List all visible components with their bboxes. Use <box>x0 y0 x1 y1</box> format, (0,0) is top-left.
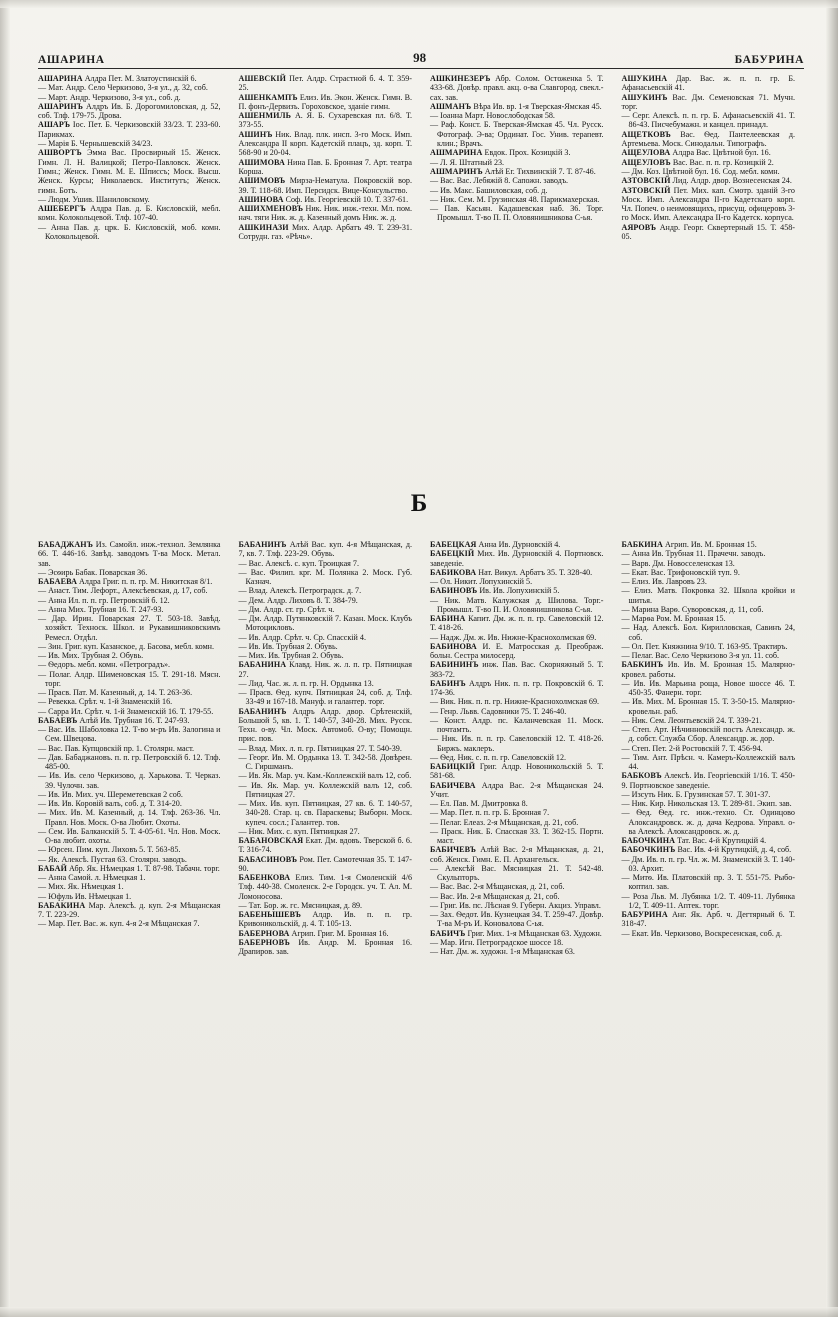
entry-sub-line: — Ив. Ив. Мих. уч. Шереметевская 2 соб. <box>38 790 221 799</box>
entry-sub-line: — Мар. Пет. п. п. гр. Б. Бронная 7. <box>430 808 604 817</box>
entry-details: Вас. Вас. п. п. гр. Козицкій 2. <box>672 157 774 167</box>
entry-sub-line: — Эсѳирь Бабак. Поварская 36. <box>38 568 221 577</box>
entry-surname: БАБИНОВА <box>430 641 477 651</box>
directory-entry <box>622 176 796 185</box>
entry-sub-line: — Конст. Алдр. пс. Каланчевская 11. Моск. почтамтъ. <box>430 716 604 735</box>
directory-entry <box>430 660 604 679</box>
entry-sub-line: — Мих. Ив. М. Казенный, д. 14. Тлф. 263-36. Чл. Правл. Нов. Моск. О-ва Любит. Охоты. <box>38 808 221 827</box>
entry-sub-line: — Дар. Ирин. Поварская 27. Т. 503-18. Завѣд. хозяйст. Техноск. Школ. и Рукавишниковскимъ Ремесл. Отдѣл. <box>38 614 221 642</box>
entry-sub-line: — Нат. Дм. ж. художн. 1-я Мѣщанская 63. <box>430 947 604 956</box>
entry-sub-line: — Ник. Кир. Никольская 13. Т. 289-81. Экип. зав. <box>622 799 796 808</box>
directory-entry <box>430 845 604 864</box>
entry-details: Алексѣ. Ив. Георгіевскій 1/16. Т. 450-9. Портновское заведеніе. <box>621 771 795 790</box>
entry-surname: БАБЕНКОВА <box>238 873 291 882</box>
directory-entry <box>622 845 796 854</box>
entry-sub-line: — Прасв. Пат. М. Казенный, д. 14. Т. 263-36. <box>38 688 221 697</box>
entry-sub-line: — Праск. Ник. Б. Спасская 33. Т. 362-15. Портн. маст. <box>430 827 604 846</box>
entry-sub-line: — Дав. Бабаджановъ. п. п. гр. Петровскій б. 12. Тлф. 485-00. <box>38 753 221 772</box>
page-edge-right <box>826 0 838 1317</box>
entry-sub-line: — Екат. Ив. Черкизово, Воскресенская, соб. д. <box>622 929 796 938</box>
directory-entry <box>239 223 413 242</box>
entry-sub-line: — Ѳедоръ. мебл. комн. «Петроградъ». <box>38 660 221 669</box>
entry-sub-line: — Степ. Арт. Нѣчинновскій постъ Александр. ж. д. собст. Служба Сбор. Александр. ж. дор. <box>622 725 796 744</box>
directory-entry <box>239 910 413 929</box>
entry-sub-line: — Людм. Ушив. Шаниловскому. <box>38 195 221 204</box>
entry-details: Нина Пав. Б. Бронная 7. Арт. театра Корша. <box>238 157 412 176</box>
entry-sub-line: — Зин. Григ. куп. Казанское, д. Басова, мебл. комн. <box>38 642 221 651</box>
entry-surname: БАБАЙ <box>38 863 67 873</box>
header-rule <box>38 68 804 69</box>
entry-surname: БАБИНА <box>430 614 466 623</box>
directory-entry <box>622 540 796 549</box>
entry-surname: БАБЕРНОВЪ <box>238 937 290 947</box>
entry-sub-line: — Пелаг. Елеаз. 2-я Мѣщанская, д. 21, соб. <box>430 818 604 827</box>
entry-surname: АШКИНЕЗЕРЪ <box>430 74 491 83</box>
entry-sub-line: — Митѳ. Ив. Платовскій пр. 3. Т. 551-75. Рыбо-коптил. зав. <box>622 873 796 892</box>
entry-surname: БАБИНИНЪ <box>430 660 479 670</box>
entry-details: Клавд. Ник. ж. л. п. гр. Пятницкая 27. <box>238 660 412 679</box>
directory-entry <box>38 540 221 568</box>
entry-sub-line: — Ив. Ив. Трубная 2. Обувь. <box>239 642 413 651</box>
directory-entry <box>430 762 604 781</box>
entry-surname: БАБАНИНА <box>238 660 287 670</box>
entry-details: Анг. Як. Арб. ч. Дегтярный 6. Т. 318-47. <box>621 910 795 929</box>
entry-sub-line: — Ив. Мих. М. Бронная 15. Т. 3-50-15. Малярно-кровельн. раб. <box>622 697 796 716</box>
entry-sub-line: — Іоанна Март. Новослободская 58. <box>430 111 604 120</box>
entry-details: А. Я. Б. Сухаревская пл. 6/8. Т. 373-55. <box>238 111 412 130</box>
entry-details: Мих. Алдр. Арбатъ 49. Т. 239-31. Сотрудн. газ. «Рѣчь». <box>238 222 412 242</box>
entry-surname: АШЕНМИЛЬ <box>238 111 292 121</box>
top-column-block <box>38 74 804 241</box>
directory-entry <box>622 836 796 845</box>
text-column <box>613 74 805 241</box>
entry-surname: БАБАЕВА <box>38 577 78 586</box>
directory-entry <box>430 549 604 568</box>
page-number: 98 <box>413 50 427 65</box>
entry-surname: АШЕВСКІЙ <box>238 74 286 83</box>
entry-surname: АШУКИНЪ <box>621 92 668 102</box>
entry-surname: АЩЕУЛОВЪ <box>621 157 671 167</box>
entry-sub-line: — Анна Мих. Трубная 16. Т. 247-93. <box>38 605 221 614</box>
entry-sub-line: — Юфуль Ив. Нѣмецкая 1. <box>38 892 221 901</box>
entry-details: Алѣй Вас. 2-я Мѣщанская, д. 21, соб. Женск. Гимн. Е. П. Архангельск. <box>430 845 604 864</box>
entry-details: Пет. Алдр. Страстной б. 4. Т. 359-25. <box>238 74 412 93</box>
entry-details: Алдръ Ник. п. п. гр. Покровскій 6. Т. 174-36. <box>430 678 604 697</box>
entry-surname: АШЕНКАМПЪ <box>238 92 298 102</box>
directory-entry <box>239 873 413 901</box>
entry-surname: БАБАНИНЪ <box>238 540 287 549</box>
entry-details: Алдра Пет. М. Златоустинскій 6. <box>84 74 197 83</box>
entry-sub-line: — Изсуть Ник. Б. Грузинская 57. Т. 301-37. <box>622 790 796 799</box>
entry-details: И. Е. Матросская д. Преображ. больн. Сестра милосерд. <box>430 641 604 660</box>
entry-surname: АЗТОВСКІЙ <box>621 176 671 186</box>
entry-surname: БАБАНИНЪ <box>238 706 287 716</box>
entry-sub-line: — Анна Ив. Трубная 11. Прачечн. заводъ. <box>622 549 796 558</box>
entry-details: Ив. Андр. М. Бронная 16. Драпиров. зав. <box>238 937 412 956</box>
entry-details: Из. Самойл. инж.-технол. Землянка 66. Т. 446-16. Завѣд. заводомъ Т-ва Моск. Метал. зав. <box>38 540 221 568</box>
entry-details: Ив. Ив. Лопухинскій 5. <box>479 586 560 596</box>
entry-sub-line: — Анна Пав. д. црк. Б. Кисловскій, моб. комн. Колокольцевой. <box>38 223 221 242</box>
entry-sub-line: — Юрсен. Пим. куп. Лиховъ 5. Т. 563-85. <box>38 845 221 854</box>
entry-sub-line: — Ив. Макс. Башиловская, соб. д. <box>430 186 604 195</box>
entry-sub-line: — Дм. Коз. Цвѣтной бул. 16. Сод. мебл. комн. <box>622 167 796 176</box>
entry-details: Пет. Мих. кап. Смотр. зданій 3-го Моск. Имп. Александра ІІ-го Кадетскаго корп. Чл. Попеч. о неимовящихъ, присущ. офицеровъ 3-го Моск. Имп. Александра ІІ-го Кадетск. корпуса. <box>621 185 795 223</box>
directory-entry <box>622 910 796 929</box>
entry-sub-line: — Сем. Ив. Балканскій 5. Т. 4-05-61. Чл. Нов. Моск. О-ва любит. охоты. <box>38 827 221 846</box>
entry-details: Евдок. Прох. Козицкій 3. <box>484 148 571 158</box>
entry-details: Алдръ Ив. Б. Дорогомиловская, д. 52, соб. Тлф. 179-75. Дрова. <box>38 101 221 121</box>
directory-entry <box>239 176 413 195</box>
page-edge-left <box>0 0 10 1317</box>
entry-details: Агрип. Григ. М. Бронная 16. <box>291 928 389 938</box>
entry-surname: БАБИНЪ <box>430 678 466 688</box>
directory-entry <box>38 120 221 139</box>
entry-details: Дар. Вас. ж. п. п. гр. Б. Афанасьевскій 41. <box>621 74 795 93</box>
entry-surname: БАБАНОВСКАЯ <box>238 836 304 845</box>
entry-sub-line: — Мат. Андр. Село Черкизово, 3-я ул., д. 32, соб. <box>38 83 221 92</box>
text-column <box>230 540 422 956</box>
entry-surname: АШМАРИНА <box>430 148 483 158</box>
text-column <box>230 74 422 241</box>
entry-details: Мих. Ив. Дурновскій 4. Портновск. заведеніе. <box>430 549 604 568</box>
entry-surname: АШАРИНА <box>38 74 83 83</box>
entry-sub-line: — Екат. Вас. Трифоновскій туп. 9. <box>622 568 796 577</box>
entry-sub-line: — Ник. Сем. Леонтьевскій 24. Т. 339-21. <box>622 716 796 725</box>
directory-entry <box>239 929 413 938</box>
entry-sub-line: — Лид. Час. ж. л. п. гр. Н. Ордынка 13. <box>239 679 413 688</box>
entry-sub-line: — Зах. Ѳедот. Ив. Кузнецкая 34. Т. 259-47. Довѣр. Т-ва М-ръ И. Коновалова С-ья. <box>430 910 604 929</box>
directory-entry <box>239 836 413 855</box>
entry-surname: БАБИЧЕВЪ <box>430 845 477 855</box>
entry-sub-line: — Ив. Ив. Коровій валъ, соб. д. Т. 314-20. <box>38 799 221 808</box>
directory-entry <box>622 223 796 242</box>
entry-sub-line: — Над. Алексѣ. Бол. Кирилловская, Савинъ 24, соб. <box>622 623 796 642</box>
entry-surname: АШИХМЕНОВЪ <box>238 204 304 214</box>
entry-surname: БАБИЧЪ <box>430 928 466 938</box>
entry-details: Нат. Викул. Арбатъ 35. Т. 328-40. <box>478 567 593 577</box>
entry-surname: БАБКИНЪ <box>621 660 664 670</box>
entry-sub-line: — Ел. Пав. М. Дмитровка 8. <box>430 799 604 808</box>
entry-sub-line: — Мих. Ив. Трубная 2. Обувь. <box>239 651 413 660</box>
entry-sub-line: — Надж. Дм. ж. Ив. Нижне-Краснохолмская 69. <box>430 633 604 642</box>
entry-surname: БАБЕРНОВА <box>238 928 290 938</box>
entry-details: Алдра Вас. Цвѣтной бул. 16. <box>672 148 771 158</box>
entry-sub-line: — Вас. Ив. 2-я Мѣщанская д. 21, соб. <box>430 892 604 901</box>
directory-entry <box>430 614 604 633</box>
entry-surname: АШЕБЕРГЪ <box>38 204 86 214</box>
directory-entry <box>38 901 221 920</box>
entry-details: Вас. Ѳед. Пантелеевская д. Артемьева. Моск. Синодальн. Типографъ. <box>621 129 796 149</box>
entry-details: Елиз. Ив. Экон. Женск. Гимн. В. П. фонъ-Дервизъ. Гороховское, зданіе гимн. <box>238 92 412 111</box>
section-letter-heading: Б <box>410 490 428 517</box>
entry-details: Алдръ Алдр. двор. Срѣтенскій, Большой 5, кв. 1. Т. 140-57, 340-28. Мих. Русск. Техн. о-ву. Чл. Моск. Автомоб. О-ву; Помощн. прис. пов. <box>238 706 412 744</box>
directory-entry <box>622 771 796 790</box>
entry-details: Алдр. Ив. п. п. гр. Кривоникольскій, д. 4. Т. 105-13. <box>238 910 412 929</box>
directory-entry <box>622 130 796 149</box>
directory-entry <box>239 855 413 874</box>
entry-sub-line: — Тим. Ант. Прѣсн. ч. Камеръ-Коллежскій валъ 44. <box>622 753 796 772</box>
entry-sub-line: — Вас. Вас. 2-я Мѣщанская, д. 21, соб. <box>430 882 604 891</box>
entry-sub-line: — Сарра Ил. Срѣт. ч. 1-й Знаменскій 16. Т. 179-55. <box>38 707 221 716</box>
entry-sub-line: — Мар. Игн. Петроградское шоссе 18. <box>430 938 604 947</box>
entry-surname: АШМАРИНЪ <box>430 166 483 176</box>
entry-sub-line: — Серг. Алексѣ. п. п. гр. Б. Афанасьевскій 41. Т. 86-43. Писчебумажн. и канцел. принадл. <box>622 111 796 130</box>
directory-entry <box>239 93 413 112</box>
entry-sub-line: — Полаг. Алдр. Шименовская 15. Т. 291-18. Мясн. торг. <box>38 670 221 689</box>
entry-details: Абр. Солом. Остоженка 5. Т. 433-68. Довѣр. правл. акц. о-ва Славгород. свекл.-сах. зав. <box>430 74 604 102</box>
entry-details: Елиз. Тим. 1-я Смоленскій 4/6 Тлф. 440-38. Смоленск. 2-е Городск. уч. Т. Ал. М. Ломоносова. <box>238 873 412 901</box>
directory-entry <box>622 186 796 223</box>
entry-sub-line: — Марѳа Ром. М. Бронная 15. <box>622 614 796 623</box>
entry-sub-line: — Анаст. Тим. Лефорт., Алексѣевская, д. 17, соб. <box>38 586 221 595</box>
entry-sub-line: — Степ. Пет. 2-й Ростовскій 7. Т. 456-94. <box>622 744 796 753</box>
directory-entry <box>622 74 796 93</box>
entry-surname: БАБАЕВЪ <box>38 715 78 725</box>
entry-surname: АШАРЪ <box>38 120 71 130</box>
page-edge-top <box>0 0 838 8</box>
header-left-guideword: АШАРИНА <box>38 54 105 66</box>
entry-surname: БАБАСИНОВЪ <box>238 854 298 864</box>
entry-sub-line: — Алексѣй Вас. Мясницкая 21. Т. 542-48. Скульпторъ. <box>430 864 604 883</box>
bottom-column-block <box>38 540 804 956</box>
entry-details: Ник. Ник. инж.-техн. Мл. пом. нач. тяги Ник. ж. д. Казенный домъ Ник. ж. д. <box>238 204 412 223</box>
entry-sub-line: — Раф. Конст. Б. Тверская-Ямская 45. Чл. Русск. Фотограф. Э-ва; Ординат. Гос. Унив. терапевт. клин.; Врачъ. <box>430 120 604 148</box>
entry-details: Вас. Ив. 4-й Крутицкій, д. 4, соб. <box>677 845 792 855</box>
directory-entry <box>430 586 604 595</box>
entry-sub-line: — Як. Алексѣ. Пустая 63. Столярн. заводъ. <box>38 855 221 864</box>
entry-sub-line: — Вик. Ник. п. п. гр. Нижне-Краснохолмская 69. <box>430 697 604 706</box>
entry-sub-line: — Георг. Ив. М. Ордынка 13. Т. 342-58. Довѣрен. С. Гиршманъ. <box>239 753 413 772</box>
entry-surname: БАБИНОВЪ <box>430 586 478 596</box>
directory-entry <box>38 204 221 223</box>
entry-surname: АШИНОВА <box>238 194 284 204</box>
directory-entry <box>239 660 413 679</box>
entry-details: Алѣй Ег. Тихвинскій 7. Т. 87-46. <box>484 166 596 176</box>
entry-sub-line: — Влад. Мих. л. п. гр. Пятницкая 27. Т. 540-39. <box>239 744 413 753</box>
entry-sub-line: — Ник. Мих. с. куп. Пятницкая 27. <box>239 827 413 836</box>
entry-details: Соф. Ив. Георгіевскій 10. Т. 337-61. <box>285 194 409 204</box>
entry-surname: БАБАДЖАНЪ <box>38 540 93 549</box>
directory-entry <box>239 540 413 559</box>
text-column <box>421 74 613 241</box>
entry-sub-line: — Генр. Львв. Садовники 75. Т. 246-40. <box>430 707 604 716</box>
entry-sub-line: — Мар. Пет. Вас. ж. куп. 4-я 2-я Мѣщанская 7. <box>38 919 221 928</box>
text-column <box>38 540 230 956</box>
directory-entry <box>622 148 796 157</box>
entry-sub-line: — Вас. Алексѣ. с. куп. Троицкая 7. <box>239 559 413 568</box>
entry-sub-line: — Пелаг. Вас. Село Черкизово 3-я ул. 11. соб. <box>622 651 796 660</box>
entry-details: Ив. Ив. М. Бронная 15. Малярно-кровел. работы. <box>621 660 795 679</box>
entry-details: Вас. Дм. Семеновская 71. Мучн. торг. <box>621 92 796 111</box>
directory-entry <box>239 158 413 177</box>
entry-surname: АШУКИНА <box>621 74 668 83</box>
entry-sub-line: — Анна Ил. п. п. гр. Петровскій б. 12. <box>38 596 221 605</box>
entry-surname: БАБКИНА <box>621 540 663 549</box>
entry-sub-line: — Вас. Филип. крг. М. Полянка 2. Моск. Губ. Казнач. <box>239 568 413 587</box>
entry-surname: АЩЕУЛОВА <box>621 148 671 158</box>
header-right-guideword: БАБУРИНА <box>734 54 804 66</box>
entry-sub-line: — Ив. Мих. Трубная 2. Обувь. <box>38 651 221 660</box>
entry-sub-line: — Вас. Пав. Купцовскій пр. 1. Столярн. маст. <box>38 744 221 753</box>
entry-sub-line: — Ник. Сем. М. Грузинская 48. Парикмахерская. <box>430 195 604 204</box>
entry-surname: БАБИЧЕВА <box>430 780 476 790</box>
entry-surname: АШКИНАЗИ <box>238 222 289 232</box>
directory-entry <box>38 102 221 121</box>
entry-sub-line: — Марина Варѳ. Суворовская, д. 11, соб. <box>622 605 796 614</box>
directory-entry <box>430 929 604 938</box>
entry-sub-line: — Елиз. Матв. Покровка 32. Школа кройки и шитья. <box>622 586 796 605</box>
entry-sub-line: — Марія Б. Чернышевскій 34/23. <box>38 139 221 148</box>
directory-entry <box>430 679 604 698</box>
directory-entry <box>239 195 413 204</box>
text-column <box>421 540 613 956</box>
entry-details: Алдра Вас. 2-я Мѣщанская 24. Учит. <box>430 780 604 799</box>
entry-details: Тат. Вас. 4-й Крутицкій 4. <box>677 836 767 845</box>
entry-sub-line: — Вас. Ив. Шаболовка 12. Т-во м-ръ Ив. Залогина и Сем. Швецова. <box>38 725 221 744</box>
directory-entry <box>430 102 604 111</box>
directory-entry <box>622 158 796 167</box>
entry-details: Ник. Влад. плк. инсп. 3-го Моск. Имп. Александра ІІ корп. Кадетскій плацъ, зд. корп. Т. 568-90 и 20-04. <box>238 129 412 158</box>
entry-sub-line: — Пав. Касьян. Кадашевская наб. 36. Торг. Промышл. Т-во П. П. Оловянишникова С-ья. <box>430 204 604 223</box>
entry-details: Алѣй Вас. куп. 4-я Мѣщанская, д. 7, кв. 7. Тлф. 223-29. Обувь. <box>238 540 412 559</box>
directory-entry <box>38 577 221 586</box>
entry-sub-line: — Дем. Алдр. Лиховъ 8. Т. 384-79. <box>239 596 413 605</box>
directory-entry <box>239 938 413 957</box>
entry-sub-line: — Григ. Ив. пс. Лѣсная 9. Губерн. Акциз. Управл. <box>430 901 604 910</box>
entry-sub-line: — Ив. Алдр. Срѣт. ч. Ср. Спасскій 4. <box>239 633 413 642</box>
entry-sub-line: — Прасв. Ѳед. купч. Пятницкая 24, соб. д. Тлф. 33-49 и 167-18. Мануф. и галантер. торг. <box>239 688 413 707</box>
directory-entry <box>239 74 413 93</box>
entry-details: Мирза-Нематула. Покровскій вор. 39. Т. 118-68. Имп. Персидск. Вице-Консульство. <box>238 176 412 195</box>
entry-sub-line: — Ѳед. Ник. с. п. п. гр. Савеловскій 12. <box>430 753 604 762</box>
text-column <box>613 540 805 956</box>
entry-sub-line: — Мих. Ив. куп. Пятницкая, 27 кв. 6. Т. 140-57, 340-28. Стар. ц. св. Параскевы; Выборн. Моск. купеч. сосл.; Галантер. тов. <box>239 799 413 827</box>
directory-entry <box>38 148 221 194</box>
directory-entry <box>430 148 604 157</box>
entry-details: Ром. Пет. Самотечная 35. Т. 147-90. <box>238 854 412 873</box>
directory-entry <box>622 93 796 112</box>
entry-surname: АШВОРТЪ <box>38 148 82 158</box>
entry-details: Мар. Алексѣ. д. куп. 2-я Мѣщанская 7. Т. 223-29. <box>38 900 221 919</box>
entry-surname: АШИМОВА <box>238 157 285 167</box>
entry-details: Лид. Алдр. двор. Вознесенская 24. <box>672 176 792 186</box>
directory-entry <box>622 660 796 679</box>
entry-sub-line: — Ол. Никит. Лопухинскій 5. <box>430 577 604 586</box>
directory-entry <box>239 707 413 744</box>
directory-entry <box>430 781 604 800</box>
entry-details: Анна Ив. Дурновскій 4. <box>478 540 561 549</box>
entry-sub-line: — Ив. Ив. Марьина роща, Новое шоссе 46. Т. 450-35. Фанерн. торг. <box>622 679 796 698</box>
entry-sub-line: — Дм. Ив. п. п. гр. Чл. ж. М. Знаменскій 3. Т. 140-03. Архит. <box>622 855 796 874</box>
entry-surname: АЩЕТКОВЪ <box>621 129 671 139</box>
entry-sub-line: — Ив. Як. Мар. уч. Коллежскій валъ 12, соб. Пятницкая 27. <box>239 781 413 800</box>
entry-sub-line: — Вас. Вас. Лебяжій 8. Сапожн. заводъ. <box>430 176 604 185</box>
entry-details: Эмма Вас. Просвирный 15. Женск. Гимн. Л. Н. Валицкой; Петро-Павловск. Женск. Гимн.; Женск. Гимн. М. Е. Шписсъ; Моск. Высш. Женск. Курсы; Николаевск. Институтъ; Женск. гимн. Ботъ. <box>38 148 221 195</box>
entry-surname: АШАРИНЪ <box>38 101 84 111</box>
entry-details: Григ. Алдр. Новоникольскій 5. Т. 581-68. <box>430 762 604 781</box>
entry-surname: БАБОЧКИНЪ <box>621 845 676 855</box>
entry-details: Абр. Як. Нѣмецкая 1. Т. 87-98. Табачн. торг. <box>69 863 220 873</box>
entry-sub-line: — Роза Льв. М. Лубянка 1/2. Т. 409-11. Лубянка 1/2, Т. 409-11. Аптек. торг. <box>622 892 796 911</box>
entry-surname: БАБАКИНА <box>38 900 86 910</box>
entry-surname: БАБИКОВА <box>430 567 477 577</box>
directory-entry <box>38 864 221 873</box>
directory-entry <box>430 74 604 102</box>
page-header <box>38 46 804 66</box>
entry-details: Алѣй Ив. Трубная 16. Т. 247-93. <box>79 715 190 725</box>
directory-entry <box>239 204 413 223</box>
entry-details: Григ. Мих. 1-я Мѣщанская 63. Художн. <box>467 928 602 938</box>
directory-entry <box>239 130 413 158</box>
entry-surname: АШИМОВЪ <box>238 176 286 186</box>
entry-surname: БАБЕЦКІЙ <box>430 549 475 559</box>
entry-surname: БАБЕНЫШЕВЪ <box>238 910 302 919</box>
entry-details: Агрип. Ив. М. Бронная 15. <box>664 540 757 549</box>
page-edge-bottom <box>0 1307 838 1317</box>
entry-surname: АЗТОВСКІЙ <box>621 185 671 195</box>
entry-surname: БАБУРИНА <box>621 910 668 919</box>
entry-sub-line: — Март. Андр. Черкизово, 3-я ул., соб. д. <box>38 93 221 102</box>
directory-entry <box>430 167 604 176</box>
entry-sub-line: — Ив. Ив. село Черкизово, д. Харькова. Т. Черказ. 39. Чулочн. зав. <box>38 771 221 790</box>
entry-details: Алдра Пав. д. Б. Кисловскій, мебл. комн. Колокольцевой. Тлф. 107-40. <box>38 204 221 223</box>
entry-sub-line: — Влад. Алексѣ. Петроградск. д. 7. <box>239 586 413 595</box>
entry-sub-line: — Ник. Матв. Калужская д. Шилова. Торг.-Промышл. Т-во П. И. Оловянишникова С-ья. <box>430 596 604 615</box>
entry-details: Вѣра Ив. вр. 1-я Тверская-Ямская 45. <box>473 101 602 111</box>
entry-details: инж. Пав. Вас. Скорняжный 5. Т. 383-72. <box>430 660 604 679</box>
entry-sub-line: — Тат. Бор. ж. гс. Мясницкая, д. 89. <box>239 901 413 910</box>
entry-sub-line: — Мих. Як. Нѣмецкая 1. <box>38 882 221 891</box>
entry-details: Андр. Георг. Сквертерный 15. Т. 458-05. <box>621 222 795 242</box>
entry-surname: АШМАНЪ <box>430 101 472 111</box>
entry-surname: БАБЕЦКАЯ <box>430 540 477 549</box>
entry-sub-line: — Ол. Пет. Княжнина 9/10. Т. 163-95. Трактиръ. <box>622 642 796 651</box>
entry-details: Капит. Дм. ж. п. п. гр. Савеловскій 12. Т. 418-26. <box>430 614 604 633</box>
directory-entry <box>430 642 604 661</box>
entry-details: Екат. Дм. вдовъ. Тверской б. 6. Т. 316-74. <box>238 836 412 855</box>
directory-entry <box>430 568 604 577</box>
entry-sub-line: — Ревекка. Срѣт. ч. 1-й Знаменскій 16. <box>38 697 221 706</box>
entry-surname: АЯРОВЪ <box>621 222 657 232</box>
entry-surname: БАБКОВЪ <box>621 771 662 781</box>
directory-entry <box>430 540 604 549</box>
entry-surname: БАБОЧКИНА <box>621 836 676 845</box>
entry-surname: БАБИЦКІЙ <box>430 762 476 771</box>
entry-sub-line: — Ѳед. Ѳед. гс. инж.-техно. Ст. Одинцово Алоксандровск. ж. д. дача Кедрова. Управл. о-ва Алексѣ. Алоксандровск. ж. д. <box>622 808 796 836</box>
directory-entry <box>38 74 221 83</box>
entry-sub-line: — Варв. Дм. Новосселенская 13. <box>622 559 796 568</box>
directory-entry <box>38 716 221 725</box>
entry-details: Алдра Григ. п. п. гр. М. Никитская 8/1. <box>79 577 213 586</box>
entry-details: Іос. Пет. Б. Черкизовскій 33/23. Т. 233-60. Парикмах. <box>38 120 221 139</box>
entry-sub-line: — Ив. Як. Мар. уч. Кам.-Коллежскій валъ 12, соб. <box>239 771 413 780</box>
entry-sub-line: — Анна Самой. л. Нѣмецкая 1. <box>38 873 221 882</box>
entry-surname: АШИНЪ <box>238 129 273 139</box>
directory-entry <box>239 111 413 130</box>
entry-sub-line: — Л. Я. Штатный 23. <box>430 158 604 167</box>
text-column <box>38 74 230 241</box>
entry-sub-line: — Дм. Алдр. Путянковскій 7. Казан. Моск. Клубъ Мотоцикловъ. <box>239 614 413 633</box>
entry-sub-line: — Дм. Алдр. ст. гр. Срѣт. ч. <box>239 605 413 614</box>
entry-sub-line: — Ник. Ив. п. п. гр. Савеловскій 12. Т. 418-26. Биржъ. маклеръ. <box>430 734 604 753</box>
entry-sub-line: — Елиз. Ив. Лавровъ 23. <box>622 577 796 586</box>
